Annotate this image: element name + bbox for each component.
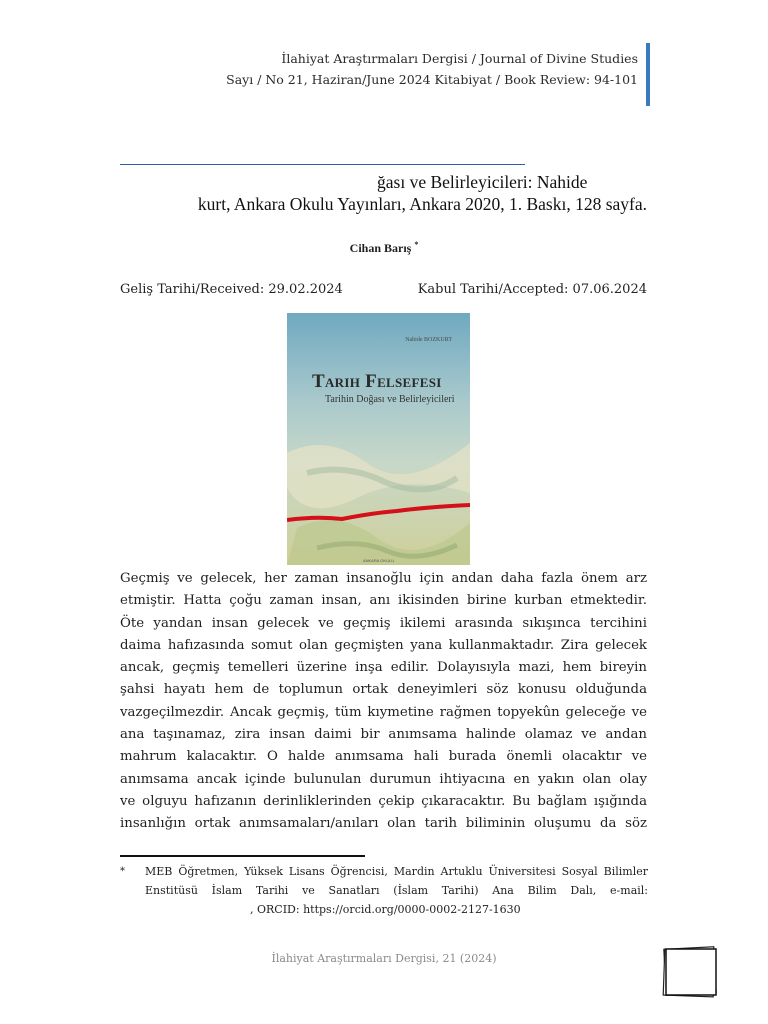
- page-footer: İlahiyat Araştırmaları Dergisi, 21 (2024): [271, 952, 497, 965]
- cover-title: Tarih Felsefesi: [312, 371, 442, 392]
- body-line: daima hafızasında somut olan geçmişten yana kullanmaktadır. Zira gelecek: [120, 637, 647, 653]
- journal-name: İlahiyat Araştırmaları Dergisi / Journal of Divine Studies: [281, 51, 638, 66]
- cover-author: Nahide BOZKURT: [405, 337, 452, 343]
- title-link-underline: [120, 164, 525, 165]
- body-line: ana taşınamaz, zira insan daimi bir anımsama halinde olamaz ve andan: [120, 727, 647, 743]
- review-title-line-1: ğası ve Belirleyicileri: Nahide: [377, 172, 588, 192]
- body-line: insanlığın ortak anımsamaları/anıları olan tarih biliminin oluşumu da söz: [120, 816, 647, 832]
- body-line: etmiştir. Hatta çoğu zaman insan, anı ikisinden birine kurban etmektedir.: [120, 593, 647, 609]
- footnote-separator: [120, 855, 365, 857]
- book-cover-image: [287, 313, 470, 565]
- book-cover-artwork: [287, 313, 470, 565]
- running-header: [226, 48, 638, 90]
- received-date: Geliş Tarihi/Received: 29.02.2024: [120, 282, 343, 297]
- cover-subtitle: Tarihin Doğası ve Belirleyicileri: [325, 394, 455, 405]
- body-line: Geçmiş ve gelecek, her zaman insanoğlu için andan daha fazla önem arz: [120, 571, 647, 586]
- submission-dates: [120, 282, 647, 297]
- author-footnote-mark: *: [414, 240, 419, 249]
- author-name: Cihan Barış: [349, 241, 412, 255]
- footnote-mark: *: [120, 866, 125, 877]
- footnote-orcid-line[interactable]: , ORCID: https://orcid.org/0000-0002-2127-1630: [250, 903, 521, 916]
- review-title-line-2: kurt, Ankara Okulu Yayınları, Ankara 2020, 1. Baskı, 128 sayfa.: [197, 194, 647, 214]
- body-line: şahsi hayatı hem de toplumun ortak deneyimleri söz konusu olduğunda: [120, 682, 647, 698]
- stacked-pages-icon: [660, 944, 722, 1000]
- body-line: vazgeçilmezdir. Ancak geçmiş, tüm kıymetine rağmen topyekûn geleceğe ve: [120, 704, 647, 720]
- review-body: [120, 568, 647, 836]
- accepted-date: Kabul Tarihi/Accepted: 07.06.2024: [417, 282, 647, 297]
- body-line: mahrum kalacaktır. O halde anımsama hali burada önemli olacaktır ve: [120, 749, 647, 765]
- footnote-line: Enstitüsü İslam Tarihi ve Sanatları (İslam Tarihi) Ana Bilim Dalı, e-mail:: [145, 884, 648, 897]
- body-line: ve olguyu hafızanın derinliklerinden çekip çıkaracaktır. Bu bağlam ışığında: [120, 793, 647, 809]
- cover-publisher: ANKARA OKULU: [362, 558, 395, 563]
- author-footnote: [145, 862, 648, 919]
- issue-info: Sayı / No 21, Haziran/June 2024 Kitabiyat / Book Review: 94-101: [226, 72, 638, 87]
- body-line: anımsama ancak içinde bulunulan durumun ihtiyacına en yakın olan olay: [120, 771, 647, 787]
- body-line: Öte yandan insan gelecek ve geçmiş ikilemi arasında sıkışınca tercihini: [120, 615, 647, 631]
- header-accent-bar: [646, 43, 650, 106]
- body-line: ancak, geçmiş temelleri üzerine inşa edilir. Dolayısıyla mazi, hem bireyin: [120, 660, 647, 676]
- footnote-line: MEB Öğretmen, Yüksek Lisans Öğrencisi, Mardin Artuklu Üniversitesi Sosyal Bilimler: [145, 865, 648, 878]
- review-author: [0, 240, 768, 256]
